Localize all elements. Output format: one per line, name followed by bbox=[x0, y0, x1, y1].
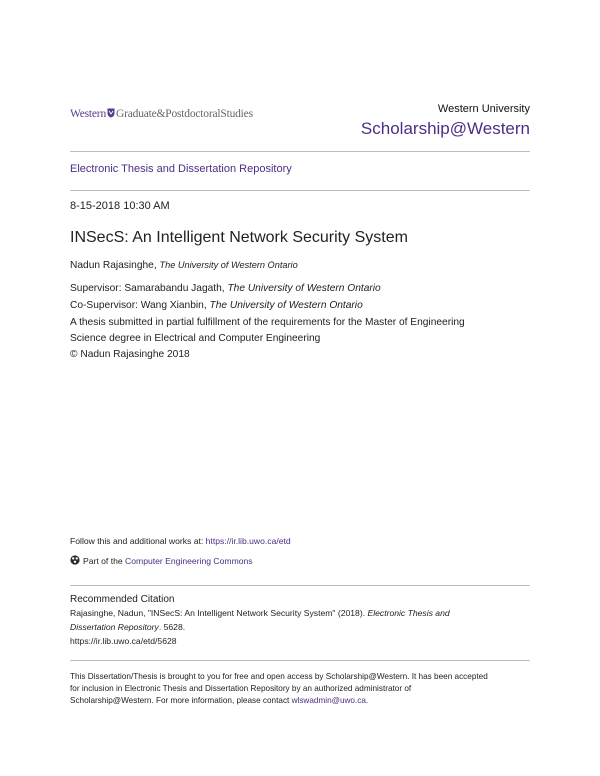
western-crest-icon bbox=[107, 108, 115, 118]
thesis-statement-line-1: A thesis submitted in partial fulfillment of the requirements for the Master of Engineering bbox=[70, 317, 465, 328]
western-graduate-logo bbox=[70, 108, 253, 120]
citation-journal-part-2: Dissertation Repository bbox=[70, 622, 159, 632]
co-supervisor-affiliation: The University of Western Ontario bbox=[209, 300, 363, 311]
part-of-text: Part of the bbox=[83, 556, 126, 566]
citation-text: Rajasinghe, Nadun, "INSecS: An Intelligent Network Security System" (2018). bbox=[70, 608, 368, 618]
university-name: Western University bbox=[437, 103, 530, 115]
commons-network-icon bbox=[70, 555, 80, 565]
thesis-title: INSecS: An Intelligent Network Security System bbox=[70, 229, 408, 246]
footer-period: . bbox=[365, 696, 369, 705]
author-name: Nadun Rajasinghe, bbox=[70, 260, 160, 271]
submission-date: 8-15-2018 10:30 AM bbox=[70, 200, 170, 212]
footer-divider bbox=[70, 660, 530, 661]
repository-divider bbox=[70, 190, 530, 191]
citation-journal-part-1: Electronic Thesis and bbox=[367, 608, 450, 618]
contact-email-link[interactable]: wlswadmin@uwo.ca bbox=[291, 696, 366, 705]
supervisor-line bbox=[70, 283, 381, 294]
follow-url-link[interactable]: https://ir.lib.uwo.ca/etd bbox=[205, 536, 291, 546]
supervisor-name: Supervisor: Samarabandu Jagath, bbox=[70, 283, 228, 294]
author-affiliation: The University of Western Ontario bbox=[159, 260, 298, 270]
citation-line-1 bbox=[70, 608, 450, 618]
part-of-line bbox=[70, 555, 253, 566]
repository-link[interactable]: Electronic Thesis and Dissertation Repository bbox=[70, 163, 292, 175]
logo-graduate-text: Graduate&PostdoctoralStudies bbox=[116, 108, 253, 120]
co-supervisor-name: Co-Supervisor: Wang Xianbin, bbox=[70, 300, 210, 311]
computer-engineering-commons-link[interactable]: Computer Engineering Commons bbox=[125, 556, 253, 566]
author-line bbox=[70, 260, 298, 271]
header-divider bbox=[70, 151, 530, 152]
follow-line bbox=[70, 536, 291, 546]
co-supervisor-line bbox=[70, 300, 363, 311]
footer-contact-text: Scholarship@Western. For more information, please contact bbox=[70, 696, 292, 705]
citation-number: . 5628. bbox=[158, 622, 186, 632]
citation-divider bbox=[70, 585, 530, 586]
supervisor-affiliation: The University of Western Ontario bbox=[227, 283, 381, 294]
footer-line-1: This Dissertation/Thesis is brought to you for free and open access by Scholarship@Western. It has been accepted bbox=[70, 672, 488, 681]
follow-text: Follow this and additional works at: bbox=[70, 536, 206, 546]
citation-heading: Recommended Citation bbox=[70, 594, 175, 605]
citation-url-link[interactable]: https://ir.lib.uwo.ca/etd/5628 bbox=[70, 636, 177, 646]
footer-line-3 bbox=[70, 696, 368, 705]
footer-line-2: for inclusion in Electronic Thesis and Dissertation Repository by an authorized administrator of bbox=[70, 684, 412, 693]
thesis-statement-line-2: Science degree in Electrical and Computer Engineering bbox=[70, 333, 321, 344]
logo-western-text: Western bbox=[70, 108, 106, 120]
scholarship-western-link[interactable]: Scholarship@Western bbox=[360, 119, 530, 138]
citation-line-2 bbox=[70, 622, 185, 632]
copyright-notice: © Nadun Rajasinghe 2018 bbox=[70, 349, 190, 360]
